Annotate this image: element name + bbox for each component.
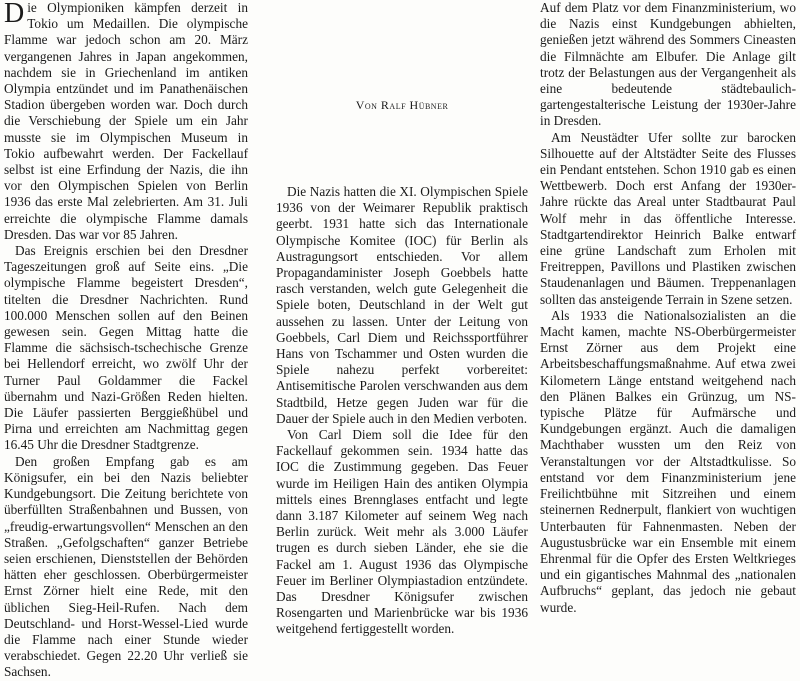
drop-cap: D [4, 0, 25, 29]
article-column-1 [4, 0, 248, 681]
article-paragraph: Das Ereignis erschien bei den Dresdner Tageszeitungen groß auf Seite eins. „Die olympische Flamme begeistert Dresden“, titelten die Dresdner Nachrichten. Rund 100.000 Menschen sollen auf den Beinen gewesen sein. Gegen Mittag hatte die Flamme die sächsisch-tschechische Grenze bei Hellendorf erreicht, wo zwölf Uhr der Turner Paul Goldammer die Fackel übernahm und Nazi-Größen Reden hielten. Die Läufer passierten Berggießhübel und Pirna und erreichten am Nachmittag gegen 16.45 Uhr die Dresdner Stadtgrenze. [4, 243, 248, 453]
article-column-3 [540, 0, 796, 616]
article-paragraph: Von Carl Diem soll die Idee für den Fackellauf gekommen sein. 1934 hatte das IOC die Zustimmung gegeben. Das Feuer wurde im Heiligen Hain des antiken Olympia mittels eines Brennglases entfacht und legte dann 3.187 Kilometer auf seinem Weg nach Berlin zurück. Weit mehr als 3.000 Läufer trugen es durch sieben Länder, ehe sie die Fackel am 1. August 1936 das Olympische Feuer im Berliner Olympiastadion entzündete. Das Dresdner Königsufer zwischen Rosengarten und Marienbrücke war bis 1936 weitgehend fertiggestellt worden. [276, 427, 528, 637]
article-paragraph: Den großen Empfang gab es am Königsufer, ein bei den Nazis beliebter Kundgebungsort. Die Zeitung berichtete von überfüllten Straßenbahnen und Bussen, von „freudig-erwartungsvollen“ Menschen an den Straßen. „Gefolgschaften“ ganzer Betriebe seien erschienen, Dienststellen der Behörden hätten eher geschlossen. Oberbürgermeister Ernst Zörner hielt eine Rede, mit den üblichen Sieg-Heil-Rufen. Nach dem Deutschland- und Horst-Wessel-Lied wurde die Flamme nach einer Stunde wieder verabschiedet. Gegen 22.20 Uhr verließ sie Sachsen. [4, 453, 248, 680]
article-column-2 [276, 184, 528, 638]
article-paragraph: Auf dem Platz vor dem Finanzministerium, wo die Nazis einst Kundgebungen abhielten, genießen jetzt während des Sommers Cineasten die Filmnächte am Elbufer. Die Anlage gilt trotz der Belastungen aus der Vergangenheit als eine bedeutende städtebaulich-gartengestalterische Leistung der 1930er-Jahre in Dresden. [540, 0, 796, 129]
article-paragraph: Als 1933 die Nationalsozialisten an die Macht kamen, machte NS-Oberbürgermeister Ernst Zörner aus dem Projekt eine Arbeitsbeschaffungsmaßnahme. Auf etwa zwei Kilometern Länge entstand weitgehend nach den Plänen Balkes ein Grünzug, um NS-typische Plätze für Aufmärsche und Kundgebungen ergänzt. Auch die damaligen Machthaber wussten um den Reiz von Veranstaltungen vor der Altstadtkulisse. So entstand vor dem Finanzministerium jene Freilichtbühne mit Sitzreihen und einem steinernen Rednerpult, flankiert von wuchtigen Unterbauten für Fahnenmasten. Neben der Augustusbrücke war ein Ensemble mit einem Ehrenmal für die Opfer des Ersten Weltkrieges und ein gigantisches Mahnmal des „nationalen Aufbruchs“ geplant, das jedoch nie gebaut wurde. [540, 307, 796, 615]
byline: Von Ralf Hübner [355, 98, 449, 112]
article-paragraph: Die Nazis hatten die XI. Olympischen Spiele 1936 von der Weimarer Republik praktisch geerbt. 1931 hatte sich das Internationale Olympische Komitee (IOC) für Berlin als Austragungsort entschieden. Vor allem Propagandaminister Joseph Goebbels hatte rasch verstanden, welch gute Gelegenheit die Spiele boten, Deutschland in der Welt gut aussehen zu lassen. Unter der Leitung von Goebbels, Carl Diem und Reichssportführer Hans von Tschammer und Osten wurden die Spiele nahezu perfekt vorbereitet: Antisemitische Parolen verschwanden aus dem Stadtbild, Hetze gegen Juden war für die Dauer der Spiele auch in den Medien verboten. [276, 184, 528, 426]
paragraph-text: ie Olympioniken kämpfen derzeit in Tokio um Medaillen. Die olympische Flamme war jedoch schon am 20. März vergangenen Jahres in Japan angekommen, nachdem sie in Griechenland im antiken Olympia entzündet und im Panathenäischen Stadion übergeben worden war. Doch durch die Verschiebung der Spiele um ein Jahr musste sie im Olympischen Museum in Tokio aufbewahrt werden. Der Fackellauf selbst ist eine Erfindung der Nazis, die ihn vor den Olympischen Spielen von Berlin 1936 das erste Mal zelebrierten. Am 31. Juli erreichte die olympische Flamme damals Dresden. Das war vor 85 Jahren. [4, 0, 248, 242]
article-paragraph [4, 0, 248, 243]
article-paragraph: Am Neustädter Ufer sollte zur barocken Silhouette auf der Altstädter Seite des Flusses ein Pendant entstehen. Schon 1910 gab es einen Wettbewerb. Doch erst Anfang der 1930er-Jahre rückte das Areal unter Stadtbaurat Paul Wolf mehr in das öffentliche Interesse. Stadtgartendirektor Heinrich Balke entwarf eine grüne Landschaft zum Erholen mit Freitreppen, Pavillons und Plastiken zwischen Staudenanlagen und Bäumen. Treppenanlagen sollten das ansteigende Terrain in Szene setzen. [540, 129, 796, 307]
